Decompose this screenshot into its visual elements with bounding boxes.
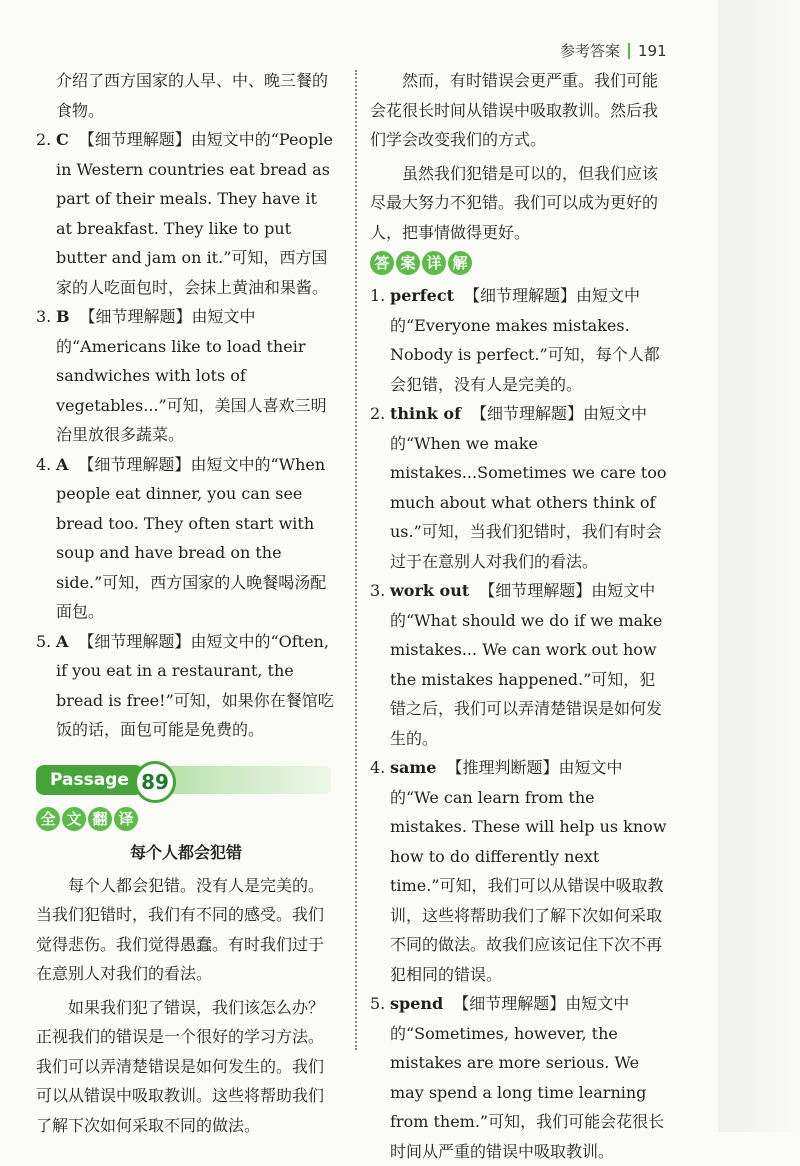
label-char: 译	[114, 807, 138, 831]
question-type: 【细节理解题】	[479, 581, 592, 600]
label-char: 文	[62, 807, 86, 831]
answer-item	[36, 627, 336, 745]
page-header	[560, 40, 667, 61]
item-explanation: 由短文中的“Often, if you eat in a restaurant, the bread is free!”可知，如果你在餐馆吃饭的话，面包可能是免费的。	[56, 631, 334, 739]
answer-item	[370, 281, 668, 399]
translation-label	[36, 807, 138, 831]
label-char: 解	[448, 251, 472, 275]
item-explanation: 由短文中的“We can learn from the mistakes. These will help us know how to do differently next time.”可知，我们可以从错误中吸取教训，这些将帮助我们了解下次如何采取不同的做法。故我们应该记住下次不再犯相同的错误。	[390, 758, 667, 984]
column-divider	[355, 70, 357, 1050]
label-char: 全	[36, 807, 60, 831]
item-number: 4.	[36, 454, 52, 474]
item-number: 5.	[370, 994, 386, 1013]
answer-item	[36, 450, 336, 627]
item-explanation: 由短文中的“Everyone makes mistakes. Nobody is perfect.”可知，每个人都会犯错，没有人是完美的。	[390, 286, 660, 394]
item-explanation: 由短文中的“When people eat dinner, you can see bread too. They often start with soup and have bread on the side.”可知，西方国家的人晚餐喝汤配面包。	[56, 454, 327, 621]
page-number: 191	[638, 41, 667, 60]
item-answer: work out	[390, 581, 470, 600]
translation-paragraph: 如果我们犯了错误，我们该怎么办？正视我们的错误是一个很好的学习方法。我们可以弄清楚错误是如何发生的。我们可以从错误中吸取教训。这些将帮助我们了解下次如何采取不同的做法。	[36, 997, 325, 1135]
question-type: 【细节理解题】	[470, 404, 583, 423]
answer-item	[370, 576, 668, 753]
answer-item	[370, 753, 668, 989]
item-number: 2.	[370, 404, 386, 423]
section-title: 参考答案	[560, 42, 621, 60]
item-number: 5.	[36, 631, 52, 651]
item-number: 3.	[36, 307, 52, 326]
question-type: 【细节理解题】	[79, 307, 192, 326]
item-answer: A	[56, 454, 69, 474]
item-number: 1.	[370, 286, 386, 305]
item-answer: same	[390, 758, 437, 777]
label-char: 案	[396, 251, 420, 275]
question-type: 【推理判断题】	[446, 758, 559, 777]
passage-label: Passage	[36, 765, 143, 795]
page-edge	[718, 0, 800, 1132]
translation-paragraph: 每个人都会犯错。没有人是完美的。当我们犯错时，我们有不同的感受。我们觉得悲伤。我们觉得愚蠢。有时我们过于在意别人对我们的看法。	[36, 875, 325, 983]
passage-number: 89	[134, 761, 176, 803]
item-answer: C	[56, 130, 69, 149]
question-type: 【细节理解题】	[78, 454, 191, 474]
right-column	[370, 66, 668, 1166]
translation-paragraph: 然而，有时错误会更严重。我们可能会花很长时间从错误中吸取教训。然后我们学会改变我们的方式。	[370, 71, 659, 149]
question-type: 【细节理解题】	[78, 631, 191, 651]
item-explanation: 由短文中的“Americans like to load their sandwiches with lots of vegetables...”可知，美国人喜欢三明治里放很多蔬菜。	[56, 307, 327, 444]
header-divider	[628, 43, 630, 59]
answer-item	[370, 989, 668, 1166]
passage-banner	[36, 761, 336, 795]
item-number: 3.	[370, 581, 386, 600]
question-type: 【细节理解题】	[78, 130, 191, 149]
item-answer: B	[56, 307, 70, 326]
translation-paragraph: 虽然我们犯错是可以的，但我们应该尽最大努力不犯错。我们可以成为更好的人，把事情做得更好。	[370, 163, 659, 242]
intro-line-2: 食物。	[56, 100, 105, 120]
item-answer: think of	[390, 404, 461, 423]
item-answer: A	[56, 631, 69, 651]
answer-item	[36, 125, 336, 302]
item-answer: spend	[390, 994, 444, 1013]
answer-item	[36, 302, 336, 450]
label-char: 答	[370, 251, 394, 275]
item-explanation: 由短文中的“Sometimes, however, the mistakes are more serious. We may spend a long time learning from them.”可知，我们可能会花很长时间从严重的错误中吸取教训。	[390, 994, 665, 1161]
label-char: 详	[422, 251, 446, 275]
question-type: 【细节理解题】	[453, 994, 566, 1013]
item-explanation: 由短文中的“People in Western countries eat bread as part of their meals. They have it at breakfast. They like to put butter and jam on it.”可知，西方国家的人吃面包时，会抹上黄油和果酱。	[56, 130, 333, 297]
answer-item	[370, 399, 668, 576]
translation-title: 每个人都会犯错	[129, 842, 242, 862]
item-explanation: 由短文中的“When we make mistakes...Sometimes we care too much about what others think of us.”可知，当我们犯错时，我们有时会过于在意别人对我们的看法。	[390, 404, 667, 571]
answer-explanation-label	[370, 251, 472, 275]
intro-line-1: 介绍了西方国家的人早、中、晚三餐的	[56, 71, 329, 90]
item-number: 2.	[36, 130, 52, 149]
left-column	[36, 66, 336, 1140]
item-answer: perfect	[390, 286, 454, 305]
item-number: 4.	[370, 758, 386, 777]
label-char: 翻	[88, 807, 112, 831]
item-explanation: 由短文中的“What should we do if we make mistakes... We can work out how the mistakes happened.”可知，犯错之后，我们可以弄清楚错误是如何发生的。	[390, 581, 663, 748]
question-type: 【细节理解题】	[464, 286, 577, 305]
